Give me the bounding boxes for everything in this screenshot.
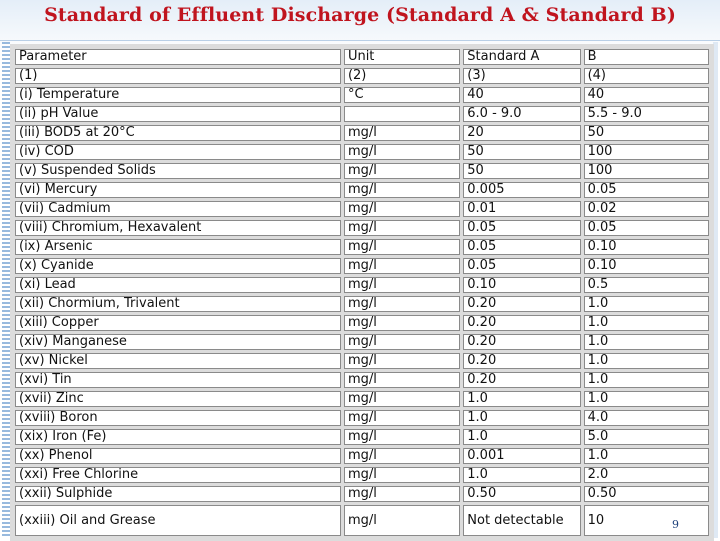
effluent-standards-table-container [10,44,714,541]
table-row [15,144,709,160]
cell-unit: °C [344,87,460,103]
cell-standard-a: 20 [463,125,580,141]
cell-unit: mg/l [344,410,460,426]
cell-parameter: (xvii) Zinc [15,391,341,407]
header-standard-a: Standard A [463,49,580,65]
cell-parameter: (iii) BOD5 at 20°C [15,125,341,141]
table-row [15,239,709,255]
cell-parameter: (v) Suspended Solids [15,163,341,179]
cell-standard-a: 1.0 [463,429,580,445]
cell-unit: mg/l [344,296,460,312]
cell-unit: mg/l [344,258,460,274]
cell-parameter: (xiv) Manganese [15,334,341,350]
cell-standard-a: 0.05 [463,239,580,255]
table-row [15,505,709,536]
cell-unit: mg/l [344,277,460,293]
cell-unit: mg/l [344,144,460,160]
cell-parameter: (iv) COD [15,144,341,160]
slide-title: Standard of Effluent Discharge (Standard A & Standard B) [44,4,676,26]
cell-standard-a: 0.20 [463,315,580,331]
cell-parameter: (xviii) Boron [15,410,341,426]
table-row [15,182,709,198]
cell-standard-b: 100 [584,144,709,160]
cell-standard-a: 0.05 [463,220,580,236]
table-row [15,277,709,293]
table-row [15,467,709,483]
cell-standard-a: Not detectable [463,505,580,536]
cell-standard-b: 0.5 [584,277,709,293]
cell-standard-a: 0.50 [463,486,580,502]
cell-standard-b: 1.0 [584,391,709,407]
cell-parameter: (x) Cyanide [15,258,341,274]
cell-unit: mg/l [344,239,460,255]
cell-standard-b: (4) [584,68,709,84]
cell-parameter: (xxii) Sulphide [15,486,341,502]
cell-parameter: (xx) Phenol [15,448,341,464]
cell-standard-a: 0.20 [463,334,580,350]
cell-standard-b: 1.0 [584,315,709,331]
cell-parameter: (xii) Chormium, Trivalent [15,296,341,312]
cell-standard-b: 0.05 [584,182,709,198]
cell-parameter: (vi) Mercury [15,182,341,198]
cell-parameter: (ii) pH Value [15,106,341,122]
cell-standard-b: 50 [584,125,709,141]
cell-standard-a: 50 [463,163,580,179]
cell-standard-a: 0.20 [463,372,580,388]
cell-unit: mg/l [344,125,460,141]
cell-unit: mg/l [344,448,460,464]
cell-standard-b: 10 [584,505,709,536]
cell-parameter: (xv) Nickel [15,353,341,369]
cell-parameter: (xix) Iron (Fe) [15,429,341,445]
cell-standard-a: 1.0 [463,391,580,407]
effluent-standards-table [12,46,712,539]
cell-unit: mg/l [344,372,460,388]
cell-standard-b: 1.0 [584,353,709,369]
cell-parameter: (xiii) Copper [15,315,341,331]
table-row [15,410,709,426]
cell-parameter: (xxiii) Oil and Grease [15,505,341,536]
cell-unit: mg/l [344,315,460,331]
cell-standard-b: 1.0 [584,296,709,312]
cell-parameter: (xvi) Tin [15,372,341,388]
table-row [15,163,709,179]
cell-standard-b: 1.0 [584,448,709,464]
cell-standard-a: 0.20 [463,353,580,369]
cell-unit: mg/l [344,486,460,502]
table-row [15,296,709,312]
cell-standard-b: 5.5 - 9.0 [584,106,709,122]
cell-standard-a: 1.0 [463,467,580,483]
cell-standard-a: (3) [463,68,580,84]
table-header-row [15,49,709,65]
cell-standard-a: 0.10 [463,277,580,293]
table-row [15,429,709,445]
header-unit: Unit [344,49,460,65]
table-row [15,334,709,350]
header-parameter: Parameter [15,49,341,65]
cell-parameter: (xxi) Free Chlorine [15,467,341,483]
cell-unit: mg/l [344,163,460,179]
table-row [15,486,709,502]
table-row [15,201,709,217]
cell-standard-a: 6.0 - 9.0 [463,106,580,122]
table-row [15,448,709,464]
cell-parameter: (viii) Chromium, Hexavalent [15,220,341,236]
cell-unit [344,106,460,122]
header-standard-b: B [584,49,709,65]
table-row [15,372,709,388]
cell-unit: (2) [344,68,460,84]
cell-standard-b: 0.10 [584,258,709,274]
cell-standard-a: 0.001 [463,448,580,464]
cell-standard-b: 1.0 [584,334,709,350]
cell-unit: mg/l [344,391,460,407]
cell-standard-a: 50 [463,144,580,160]
table-row [15,125,709,141]
cell-parameter: (xi) Lead [15,277,341,293]
cell-unit: mg/l [344,182,460,198]
table-row [15,106,709,122]
cell-standard-b: 40 [584,87,709,103]
cell-unit: mg/l [344,353,460,369]
left-decorative-stripe [2,42,10,538]
table-row [15,391,709,407]
table-row [15,315,709,331]
cell-standard-b: 5.0 [584,429,709,445]
cell-standard-a: 1.0 [463,410,580,426]
cell-standard-b: 2.0 [584,467,709,483]
cell-standard-b: 1.0 [584,372,709,388]
cell-standard-b: 0.02 [584,201,709,217]
cell-standard-a: 0.01 [463,201,580,217]
table-row [15,87,709,103]
cell-standard-b: 100 [584,163,709,179]
cell-standard-b: 0.50 [584,486,709,502]
page-number: 9 [672,518,679,531]
cell-unit: mg/l [344,220,460,236]
cell-parameter: (ix) Arsenic [15,239,341,255]
cell-unit: mg/l [344,334,460,350]
table-row [15,220,709,236]
cell-standard-a: 40 [463,87,580,103]
cell-standard-a: 0.05 [463,258,580,274]
cell-unit: mg/l [344,429,460,445]
cell-standard-b: 0.05 [584,220,709,236]
cell-unit: mg/l [344,505,460,536]
table-row [15,68,709,84]
table-row [15,353,709,369]
table-row [15,258,709,274]
cell-parameter: (1) [15,68,341,84]
cell-parameter: (i) Temperature [15,87,341,103]
cell-unit: mg/l [344,201,460,217]
cell-standard-b: 0.10 [584,239,709,255]
cell-standard-b: 4.0 [584,410,709,426]
cell-parameter: (vii) Cadmium [15,201,341,217]
cell-standard-a: 0.20 [463,296,580,312]
cell-unit: mg/l [344,467,460,483]
table-body [15,49,709,536]
cell-standard-a: 0.005 [463,182,580,198]
